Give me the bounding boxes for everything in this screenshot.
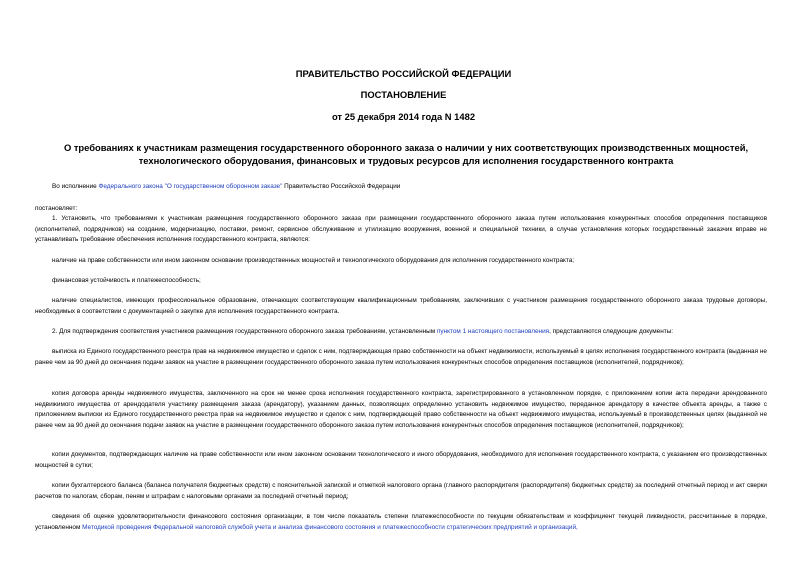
intro-prefix: Во исполнение [52, 183, 99, 190]
document-1-paragraph: выписка из Единого государственного реестра прав на недвижимое имущество и сделок с ним, подтверждающая право собственности на объект недвижимости, используемый в целях исполнения государственного контракта (выданная не ранее чем за 90 дней до окончания подачи заявок на участие в размещении государственного оборонного заказа путем использования конкурентных способов определения поставщиков (исполнителей, подрядчиков); [35, 348, 767, 366]
document-2-paragraph: копия договора аренды недвижимого имущества, заключенного на срок не менее срока исполнения государственного контракта, зарегистрированного в установленном порядке, с приложением копии акта передачи арендованного недвижимого имущества от арендодателя участнику размещения заказа (арендатору), указанием данных, позволяющих определенно установить недвижимое имущество, переданное арендатору в качестве объекта аренды, а также с приложением выписки из Единого государственного реестра прав на недвижимое имущество и сделок с ним, подтверждающей право собственности на объект недвижимого имущества, используемый в производственных целях (выданной не ранее чем за 90 дней до окончания подачи заявок на участие в размещении государственного оборонного заказа путем использования конкурентных способов определения поставщиков (исполнителей, подрядчиков); [35, 390, 767, 429]
requirement-3-paragraph: наличие специалистов, имеющих профессиональное образование, отвечающих соответствующим квалификационным требованиям, заключивших с участником размещения государственного оборонного заказа трудовые договоры, необходимых в соответствии с документацией о закупке для исполнения государственного контракта. [35, 297, 767, 315]
document-5-prefix: сведения об оценке удовлетворительности финансового состояния организации, в том числе показатель степени платежеспособности по текущим обязательствам и коэффициент текущей ликвидности, рассчитанные в порядке, установленном [35, 513, 767, 531]
document-3-paragraph: копии документов, подтверждающих наличие на праве собственности или ином законном основании технологического и иного оборудования, необходимого для исполнения государственного контракта, с указанием его производственных мощностей в сутки; [35, 451, 767, 469]
requirement-1-paragraph: наличие на праве собственности или ином законном основании производственных мощностей и технологического оборудования для исполнения государственного контракта; [52, 257, 575, 264]
document-type-heading: ПОСТАНОВЛЕНИЕ [360, 89, 447, 100]
federal-law-link[interactable]: Федерального закона "О государственном оборонном заказе" [98, 183, 283, 190]
intro-suffix: Правительство Российской Федерации [282, 183, 401, 190]
document-4-paragraph: копии бухгалтерского баланса (баланса получателя бюджетных средств) с пояснительной запиской и отметкой налогового органа (главного распорядителя (распорядителя) бюджетных средств) за последний отчетный период и акт сверки расчетов по налогам, сборам, пеням и штрафам с налоговыми органами за последний отчетный период; [35, 482, 767, 500]
decides-paragraph: постановляет: [35, 205, 78, 212]
clause-1-link[interactable]: пунктом 1 настоящего постановления [436, 328, 550, 335]
intro-paragraph [35, 182, 767, 193]
document-5-paragraph [35, 512, 767, 533]
requirement-2-paragraph: финансовая устойчивость и платежеспособность; [52, 277, 201, 284]
clause-1-paragraph: 1. Установить, что требованиями к участникам размещения государственного оборонного заказа при размещении государственного оборонного заказа путем использования конкурентных способов определения поставщиков (исполнителей, подрядчиков) на создание, модернизацию, поставки, ремонт, сервисное обслуживание и утилизацию вооружения, военной и специальной техники, в случае установления которых государственный заказчик вправе не устанавливать требование обеспечения исполнения государственного контракта, являются: [35, 215, 767, 243]
document-title: О требованиях к участникам размещения государственного оборонного заказа о наличии у них соответствующих производственных мощностей, технологического оборудования, финансовых и трудовых ресурсов для исполнения государственного контракта [63, 142, 749, 166]
government-heading: ПРАВИТЕЛЬСТВО РОССИЙСКОЙ ФЕДЕРАЦИИ [295, 68, 512, 79]
date-number-heading: от 25 декабря 2014 года N 1482 [331, 111, 476, 122]
methodology-link[interactable]: Методикой проведения Федеральной налоговой службой учета и анализа финансового состояния и платежеспособности стратегических предприятий и организаций, [82, 523, 578, 531]
clause-2-paragraph [35, 327, 767, 338]
clause-2-prefix: 2. Для подтверждения соответствия участников размещения государственного оборонного заказа требованиям, установленным [52, 328, 437, 335]
clause-2-suffix: , представляются следующие документы: [549, 328, 674, 335]
